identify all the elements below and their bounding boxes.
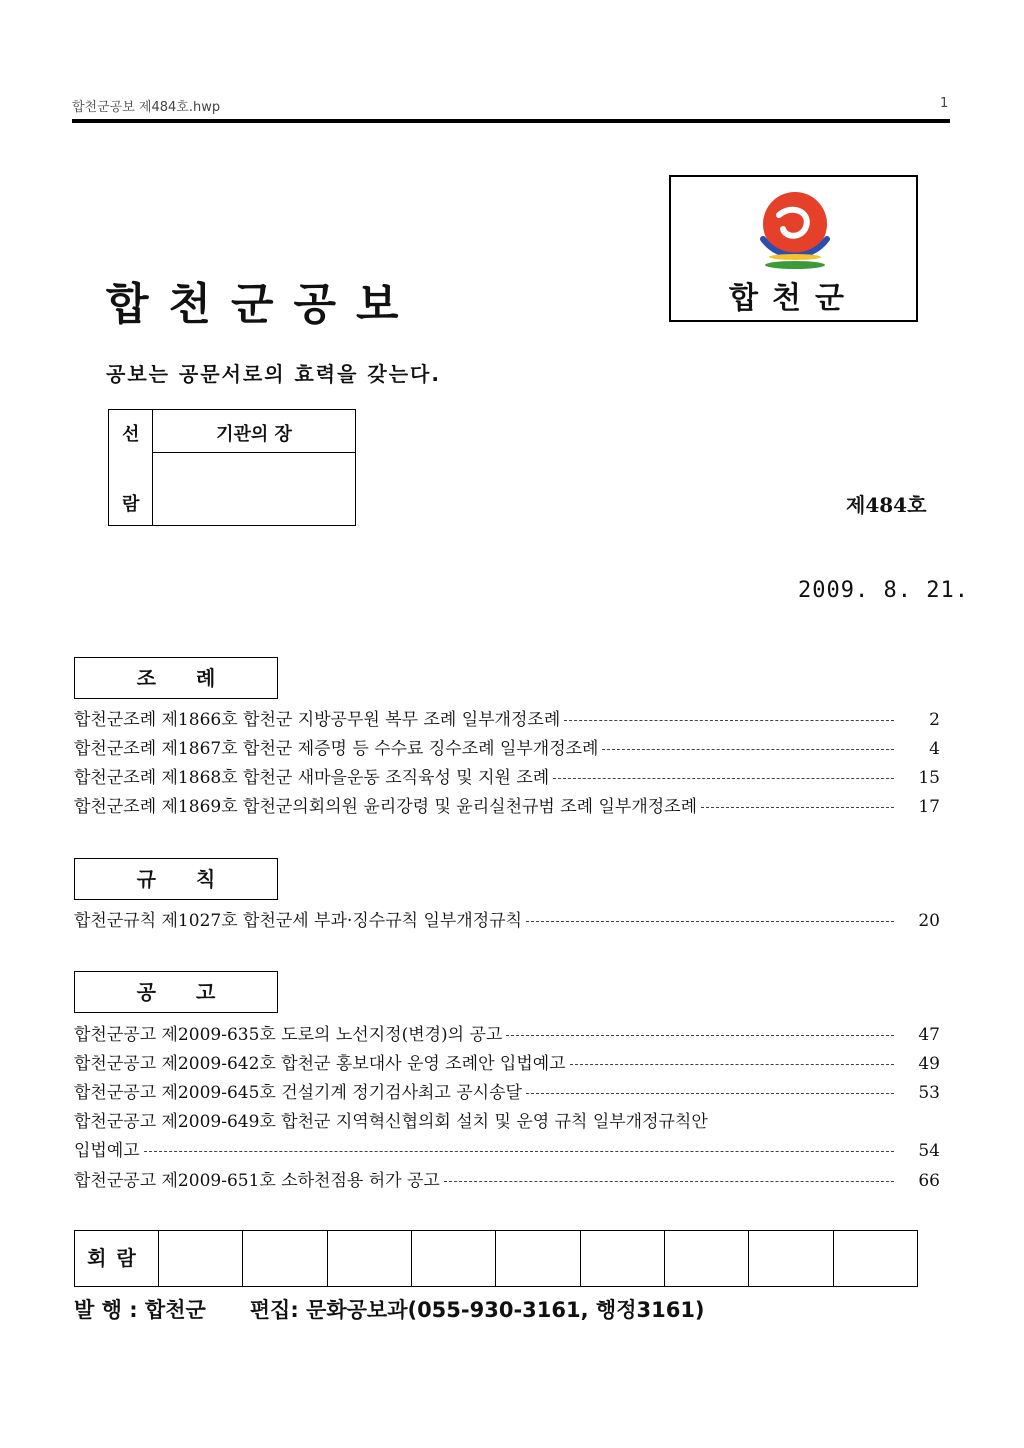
toc-item xyxy=(74,735,940,763)
toc-item xyxy=(74,1108,940,1136)
circulation-label: 회람 xyxy=(75,1231,159,1286)
toc-text: 합천군조례 제1866호 합천군 지방공무원 복무 조례 일부개정조례 xyxy=(74,710,561,730)
toc-text: 합천군공고 제2009-651호 소하천점용 허가 공고 xyxy=(74,1171,440,1191)
toc-text: 합천군조례 제1869호 합천군의회의원 윤리강령 및 윤리실천규범 조례 일부개정조례 xyxy=(74,797,698,817)
section-heading-rules: 규칙 xyxy=(74,858,278,900)
toc-leader xyxy=(570,1064,894,1065)
header-rule xyxy=(72,119,950,123)
review-header: 기관의 장 xyxy=(216,424,292,445)
toc-page: 4 xyxy=(929,739,940,759)
circulation-cell xyxy=(749,1231,833,1286)
toc-leader xyxy=(506,1035,894,1036)
toc-item xyxy=(74,706,940,734)
toc-page: 17 xyxy=(918,797,940,817)
toc-text: 합천군공고 제2009-642호 합천군 홍보대사 운영 조례안 입법예고 xyxy=(74,1054,566,1074)
file-name: 합천군공보 제484호.hwp xyxy=(72,100,221,115)
editor-label: 편집: 문화공보과(055-930-3161, 행정3161) xyxy=(249,1298,705,1322)
page-number: 1 xyxy=(940,96,949,111)
toc-item xyxy=(74,907,940,935)
toc-leader xyxy=(701,807,894,808)
toc-text: 합천군조례 제1867호 합천군 제증명 등 수수료 징수조례 일부개정조례 xyxy=(74,739,599,759)
issuer-label: 발 행 : 합천군 xyxy=(74,1298,206,1322)
circulation-cell xyxy=(665,1231,749,1286)
circulation-cell xyxy=(328,1231,412,1286)
toc-page: 53 xyxy=(918,1083,940,1103)
toc-text: 입법예고 xyxy=(74,1141,140,1161)
toc-page: 49 xyxy=(918,1054,940,1074)
toc-leader xyxy=(553,778,894,779)
toc-leader xyxy=(564,720,894,721)
issue-number: 제484호 xyxy=(846,493,927,517)
publisher-line xyxy=(74,1294,705,1324)
toc-text: 합천군공고 제2009-635호 도로의 노선지정(변경)의 공고 xyxy=(74,1025,503,1045)
circulation-cell xyxy=(412,1231,496,1286)
circulation-cell xyxy=(243,1231,327,1286)
toc-page: 15 xyxy=(918,768,940,788)
review-label-top: 선 xyxy=(122,424,140,445)
section-heading-ordinances: 조례 xyxy=(74,657,278,699)
county-emblem-icon xyxy=(671,177,920,277)
review-box xyxy=(108,409,356,526)
toc-item xyxy=(74,1050,940,1078)
circulation-cell xyxy=(496,1231,580,1286)
toc-text: 합천군규칙 제1027호 합천군세 부과·징수규칙 일부개정규칙 xyxy=(74,911,522,931)
circulation-cell xyxy=(834,1231,917,1286)
issue-date: 2009. 8. 21. xyxy=(798,578,969,603)
toc-item xyxy=(74,764,940,792)
toc-item xyxy=(74,1079,940,1107)
section-heading-notices: 공고 xyxy=(74,971,278,1013)
toc-page: 54 xyxy=(918,1141,940,1161)
toc-leader xyxy=(444,1181,894,1182)
circulation-cell xyxy=(159,1231,243,1286)
toc-item xyxy=(74,793,940,821)
toc-item xyxy=(74,1137,940,1165)
toc-text: 합천군조례 제1868호 합천군 새마을운동 조직육성 및 지원 조례 xyxy=(74,768,550,788)
circulation-cell xyxy=(581,1231,665,1286)
toc-page: 47 xyxy=(918,1025,940,1045)
toc-leader xyxy=(144,1151,894,1152)
toc-leader xyxy=(526,921,894,922)
toc-item xyxy=(74,1021,940,1049)
toc-text: 합천군공고 제2009-649호 합천군 지역혁신협의회 설치 및 운영 규칙 일부개정규칙안 xyxy=(74,1112,708,1132)
toc-leader xyxy=(526,1093,894,1094)
emblem-yellow-band xyxy=(769,254,821,260)
document-title: 합천군공보 xyxy=(106,279,419,330)
toc-page: 20 xyxy=(918,911,940,931)
toc-text: 합천군공고 제2009-645호 건설기계 정기검사최고 공시송달 xyxy=(74,1083,522,1103)
toc-leader xyxy=(602,749,894,750)
review-label-bottom: 람 xyxy=(122,494,140,515)
subtitle: 공보는 공문서로의 효력을 갖는다. xyxy=(106,362,441,386)
toc-item xyxy=(74,1167,940,1195)
review-row-divider xyxy=(153,452,355,453)
toc-page: 66 xyxy=(918,1171,940,1191)
logo-county-name: 합천군 xyxy=(729,281,858,316)
toc-page: 2 xyxy=(929,710,940,730)
county-logo-box xyxy=(669,175,918,322)
circulation-table xyxy=(74,1230,918,1287)
emblem-green-band xyxy=(765,261,825,269)
